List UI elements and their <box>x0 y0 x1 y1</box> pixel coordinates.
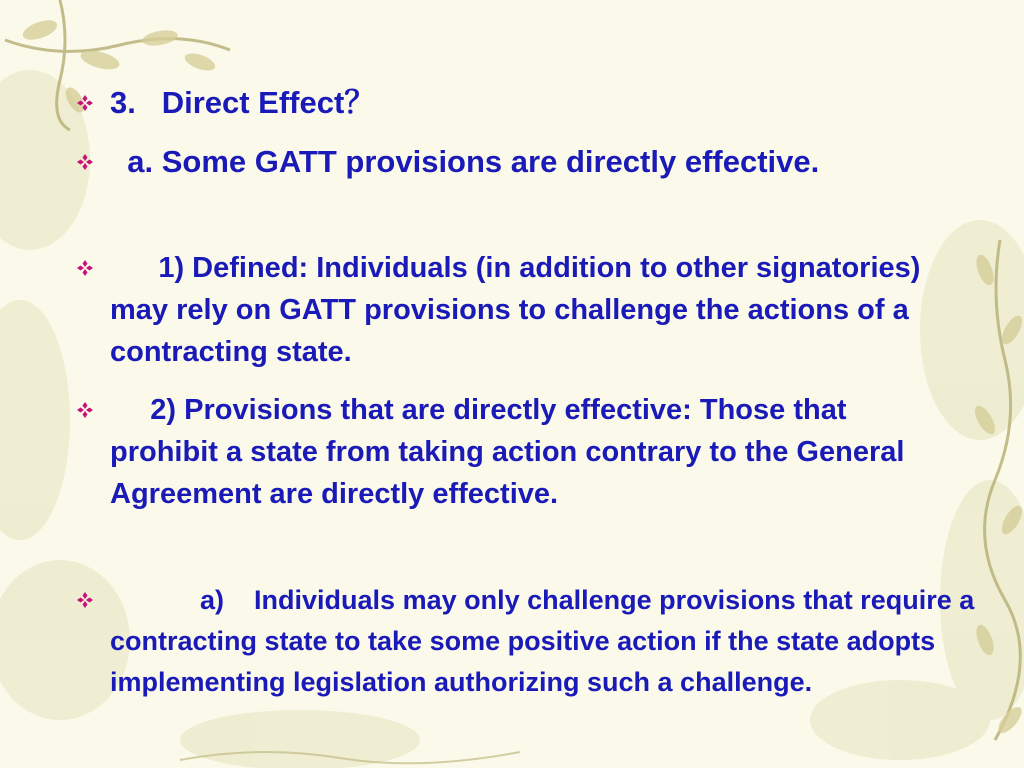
bullet-text: 3. Direct Effect？ <box>110 85 376 120</box>
bullet-text: a) Individuals may only challenge provisions that require a contracting state to take some positive action if the state adopts implementing legislation authorizing such a challenge. <box>110 585 982 697</box>
diamond-bullet-icon <box>76 153 94 171</box>
bullet-text: 2) Provisions that are directly effective: Those that prohibit a state from taking action contrary to the General Agreement are directly effective. <box>110 394 912 510</box>
diamond-bullet-icon <box>76 94 94 112</box>
diamond-bullet-icon <box>76 401 94 419</box>
bullet-text: a. Some GATT provisions are directly effective. <box>110 144 820 179</box>
diamond-bullet-icon <box>76 259 94 277</box>
bullet-text: 1) Defined: Individuals (in addition to other signatories) may rely on GATT provisions to challenge the actions of a contracting state. <box>110 252 929 368</box>
diamond-bullet-icon <box>76 591 94 609</box>
